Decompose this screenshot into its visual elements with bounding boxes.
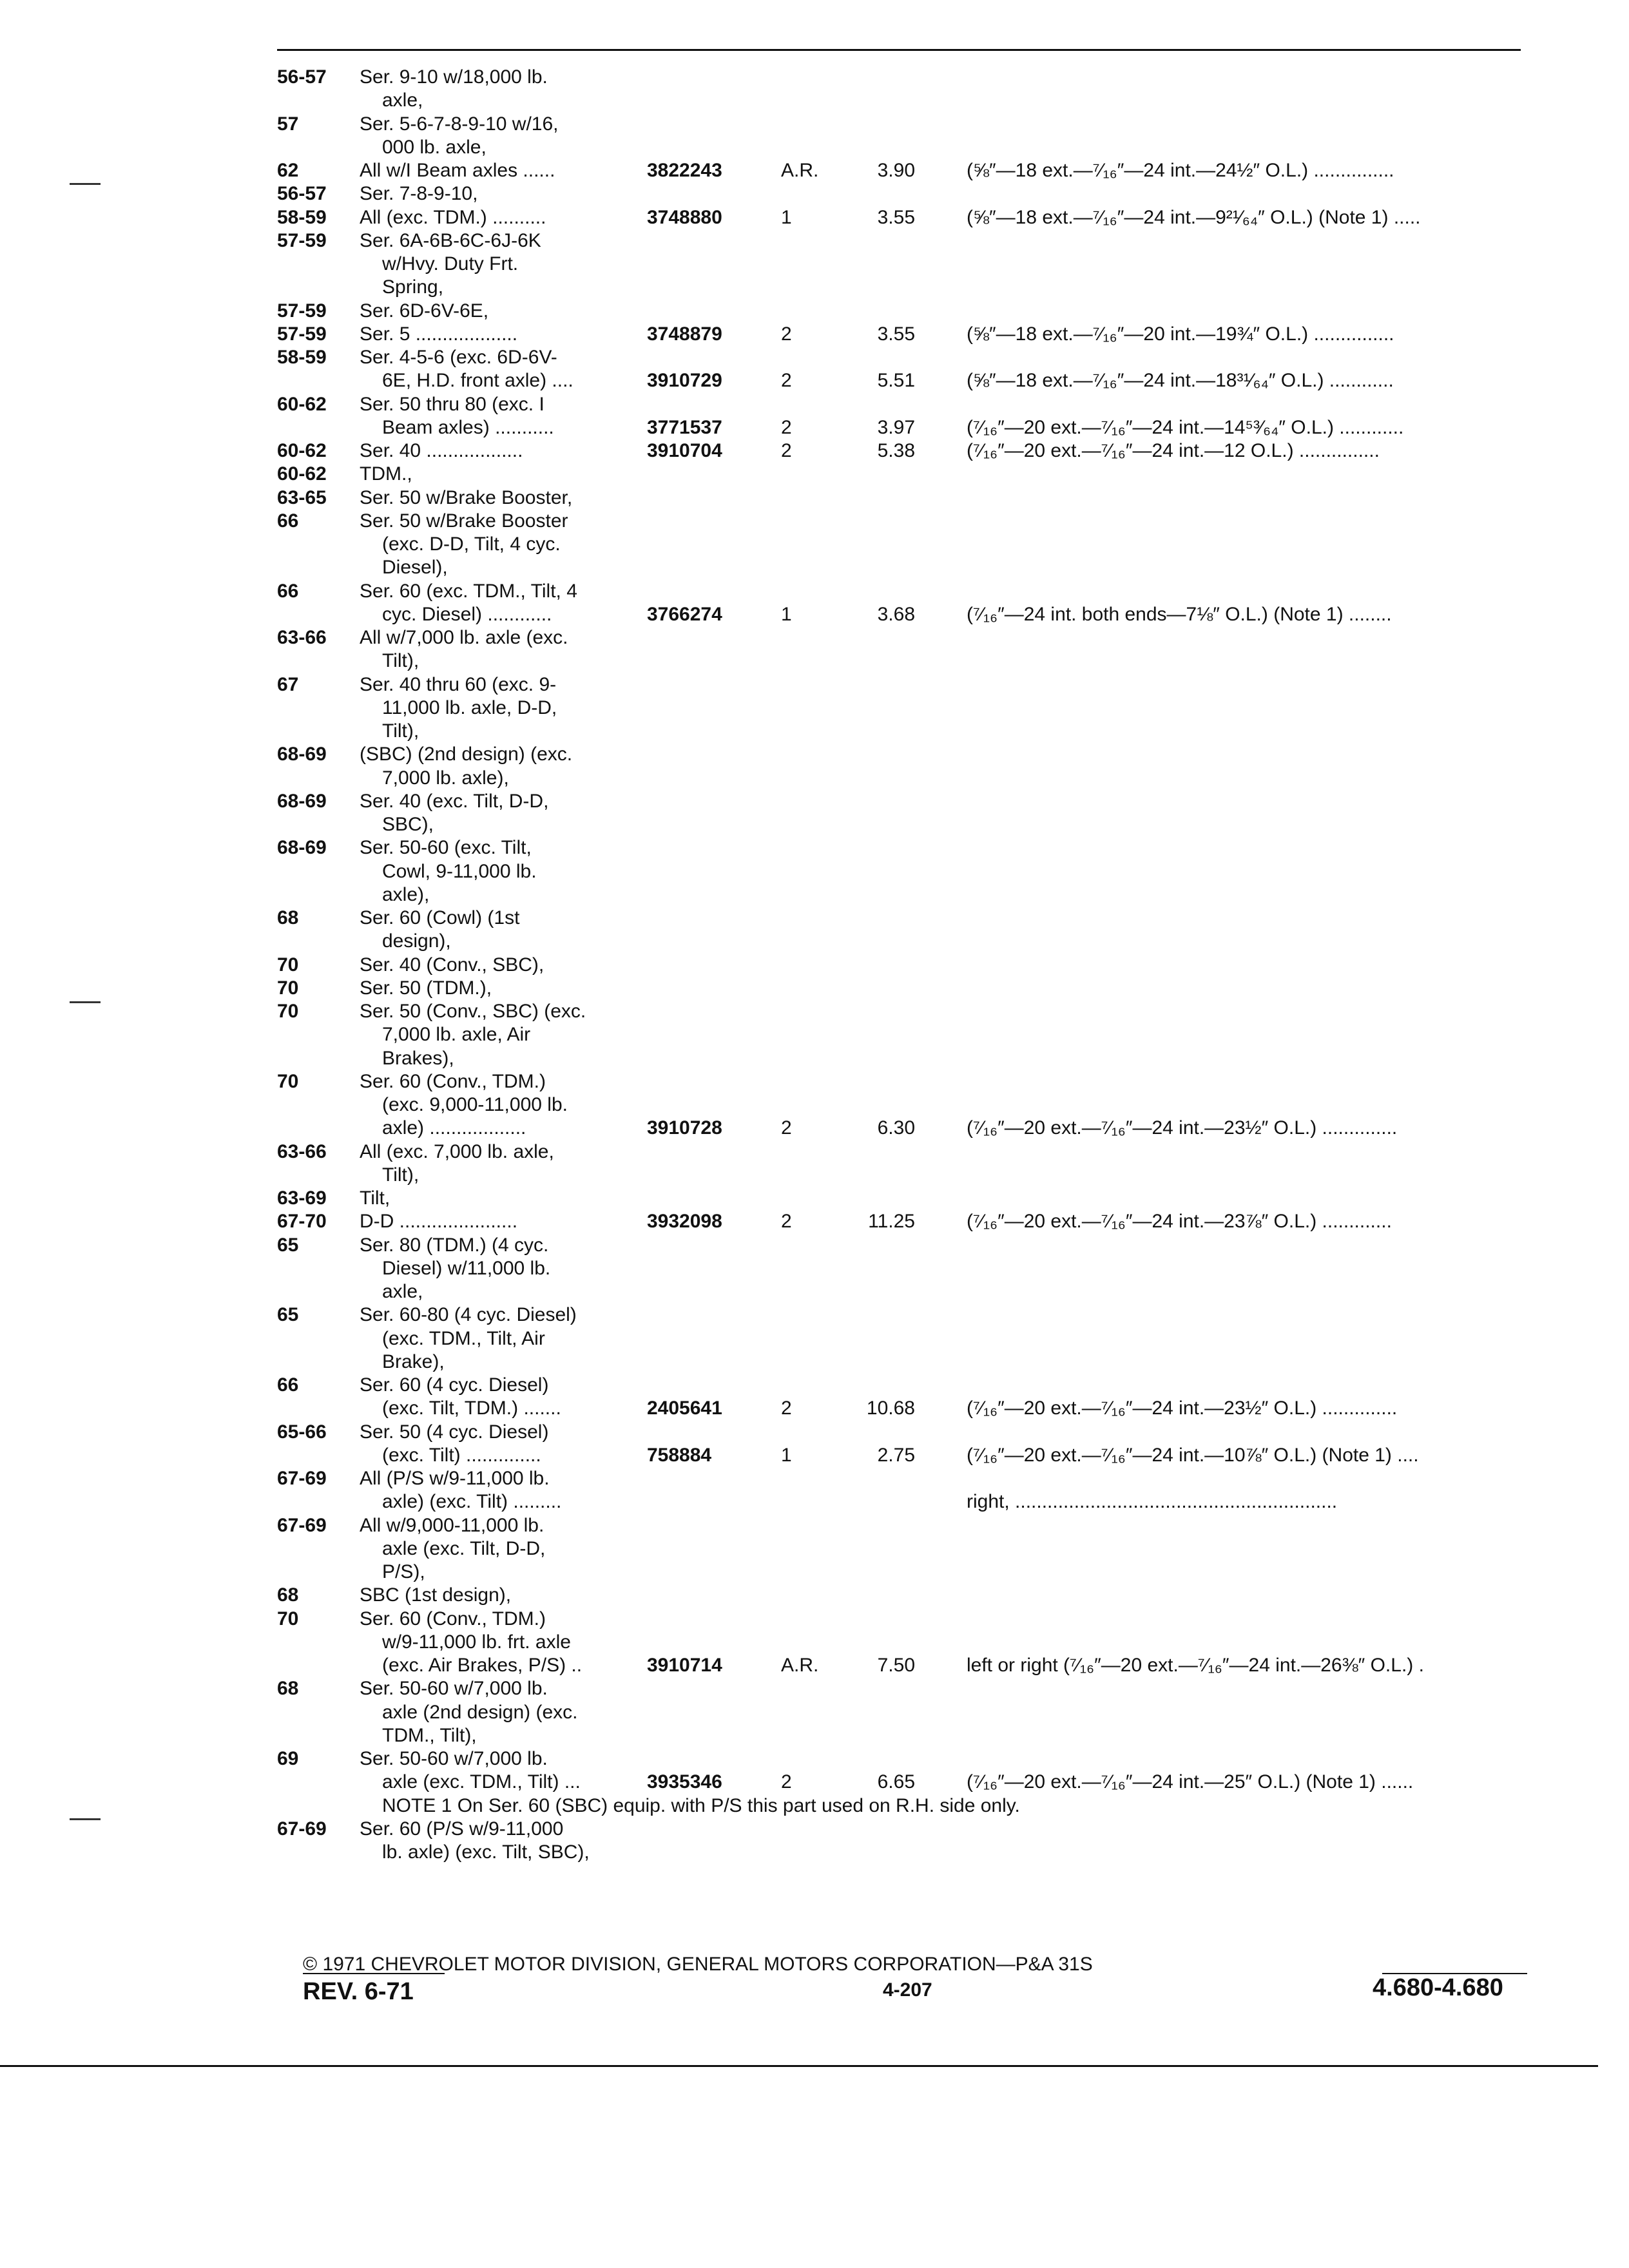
list-item (277, 954, 1540, 977)
list-item (277, 1608, 1540, 1631)
description: 7,000 lb. axle, Air (382, 1024, 531, 1046)
list-item (277, 463, 1540, 486)
list-item (277, 1818, 1540, 1841)
year-range: 68 (277, 1584, 299, 1606)
list-item (277, 626, 1540, 649)
description: Ser. 40 .................. (360, 440, 523, 461)
description: Ser. 50-60 (exc. Tilt, (360, 837, 532, 859)
description: Tilt), (382, 650, 419, 672)
year-range: 70 (277, 977, 299, 999)
year-range: 56-57 (277, 183, 327, 205)
list-item (277, 649, 1540, 673)
description: Ser. 5 ................... (360, 323, 518, 345)
price: 5.38 (877, 440, 915, 461)
description: NOTE 1 On Ser. 60 (SBC) equip. with P/S this part used on R.H. side only. (382, 1794, 1020, 1816)
list-item (277, 1397, 1540, 1420)
description: Ser. 4-5-6 (exc. 6D-6V- (360, 347, 557, 368)
year-range: 70 (277, 1070, 299, 1092)
price: 3.68 (877, 603, 915, 625)
list-item (277, 1841, 1540, 1864)
year-range: 66 (277, 580, 299, 602)
year-range: 57 (277, 113, 299, 135)
year-range: 56-57 (277, 66, 327, 88)
specification: (⅝″—18 ext.—⁷⁄₁₆″—20 int.—19¾″ O.L.) ............... (967, 323, 1394, 345)
description: All (exc. 7,000 lb. axle, (360, 1140, 554, 1162)
year-range: 62 (277, 160, 299, 181)
list-item (277, 1303, 1540, 1327)
list-item (277, 1210, 1540, 1233)
top-rule (277, 49, 1521, 51)
part-number: 758884 (647, 1444, 712, 1466)
list-item (277, 1093, 1540, 1117)
list-item (277, 1794, 1540, 1818)
specification: (⁷⁄₁₆″—20 ext.—⁷⁄₁₆″—24 int.—23½″ O.L.) .............. (967, 1117, 1398, 1139)
description: (exc. D-D, Tilt, 4 cyc. (382, 533, 561, 555)
description: Brakes), (382, 1047, 454, 1069)
list-item (277, 159, 1540, 182)
list-item (277, 182, 1540, 206)
list-item (277, 556, 1540, 579)
quantity: 2 (781, 1211, 792, 1233)
description: All w/I Beam axles ...... (360, 160, 555, 181)
list-item (277, 1490, 1540, 1514)
description: Spring, (382, 276, 444, 298)
list-item (277, 1117, 1540, 1140)
list-item (277, 136, 1540, 159)
description: Ser. 40 (exc. Tilt, D-D, (360, 790, 549, 812)
part-number: 3932098 (647, 1211, 722, 1233)
specification: (⁷⁄₁₆″—20 ext.—⁷⁄₁₆″—24 int.—14⁵³⁄₆₄″ O.L.) ............ (967, 416, 1404, 438)
list-item (277, 977, 1540, 1000)
price: 11.25 (868, 1211, 915, 1233)
list-item (277, 1187, 1540, 1210)
list-item (277, 836, 1540, 860)
part-number: 3766274 (647, 603, 722, 625)
description: Ser. 60 (exc. TDM., Tilt, 4 (360, 580, 577, 602)
year-range: 60-62 (277, 393, 327, 415)
specification: (⅝″—18 ext.—⁷⁄₁₆″—24 int.—9²¹⁄₆₄″ O.L.) (Note 1) ..... (967, 206, 1421, 228)
price: 6.65 (877, 1771, 915, 1793)
year-range: 63-65 (277, 486, 327, 508)
description: cyc. Diesel) ............ (382, 603, 552, 625)
list-item (277, 1467, 1540, 1490)
specification: (⅝″—18 ext.—⁷⁄₁₆″—24 int.—24½″ O.L.) ............... (967, 160, 1394, 181)
year-range: 65 (277, 1234, 299, 1256)
year-range: 57-59 (277, 300, 327, 322)
list-item (277, 393, 1540, 416)
specification: (⁷⁄₁₆″—20 ext.—⁷⁄₁₆″—24 int.—25″ O.L.) (Note 1) ...... (967, 1771, 1414, 1793)
margin-mark (70, 1818, 101, 1820)
year-range: 58-59 (277, 347, 327, 368)
list-item (277, 1444, 1540, 1467)
quantity: 2 (781, 440, 792, 461)
description: axle (exc. Tilt, D-D, (382, 1537, 546, 1559)
list-item (277, 369, 1540, 392)
list-item (277, 276, 1540, 299)
list-item (277, 1747, 1540, 1771)
description: All w/9,000-11,000 lb. (360, 1514, 545, 1536)
price: 3.90 (877, 160, 915, 181)
part-number: 3748880 (647, 206, 722, 228)
list-item (277, 1000, 1540, 1023)
list-item (277, 603, 1540, 626)
margin-mark (70, 183, 101, 185)
list-item (277, 790, 1540, 813)
list-item (277, 1421, 1540, 1444)
list-item (277, 1654, 1540, 1677)
list-item (277, 673, 1540, 697)
bottom-rule (0, 2065, 1598, 2067)
part-number: 2405641 (647, 1398, 722, 1419)
list-item (277, 1164, 1540, 1187)
description: Ser. 50 w/Brake Booster, (360, 486, 573, 508)
year-range: 63-66 (277, 627, 327, 648)
description: Ser. 50-60 w/7,000 lb. (360, 1678, 548, 1700)
price: 2.75 (877, 1444, 915, 1466)
description: TDM., (360, 463, 412, 485)
description: Tilt), (382, 720, 419, 742)
list-item (277, 1327, 1540, 1350)
list-item (277, 1631, 1540, 1654)
list-item (277, 206, 1540, 229)
list-item (277, 907, 1540, 930)
list-item (277, 697, 1540, 720)
description: Ser. 6A-6B-6C-6J-6K (360, 229, 541, 251)
year-range: 57-59 (277, 323, 327, 345)
quantity: A.R. (781, 160, 819, 181)
list-item (277, 1140, 1540, 1164)
list-item (277, 323, 1540, 346)
price: 3.55 (877, 323, 915, 345)
list-item (277, 300, 1540, 323)
quantity: 2 (781, 323, 792, 345)
description: 000 lb. axle, (382, 136, 487, 158)
description: axle (exc. TDM., Tilt) ... (382, 1771, 581, 1793)
part-number: 3910728 (647, 1117, 722, 1139)
year-range: 67-69 (277, 1514, 327, 1536)
description: Ser. 40 (Conv., SBC), (360, 954, 545, 975)
description: w/Hvy. Duty Frt. (382, 253, 519, 274)
list-item (277, 1047, 1540, 1070)
description: Ser. 50 w/Brake Booster (360, 510, 568, 532)
year-range: 65 (277, 1304, 299, 1326)
list-item (277, 510, 1540, 533)
description: (exc. 9,000-11,000 lb. (382, 1094, 568, 1115)
part-number: 3822243 (647, 160, 722, 181)
description: Diesel), (382, 557, 448, 579)
part-number: 3771537 (647, 416, 722, 438)
list-item (277, 229, 1540, 253)
description: All (exc. TDM.) .......... (360, 206, 546, 228)
list-item (277, 113, 1540, 136)
year-range: 68 (277, 907, 299, 928)
list-item (277, 1584, 1540, 1607)
list-item (277, 1257, 1540, 1280)
list-item (277, 1724, 1540, 1747)
list-item (277, 1280, 1540, 1303)
description: Cowl, 9-11,000 lb. (382, 860, 537, 882)
description: (SBC) (2nd design) (exc. (360, 744, 573, 765)
year-range: 57-59 (277, 229, 327, 251)
list-item (277, 253, 1540, 276)
list-item (277, 1234, 1540, 1257)
description: TDM., Tilt), (382, 1724, 477, 1746)
year-range: 66 (277, 1374, 299, 1396)
description: Ser. 6D-6V-6E, (360, 300, 489, 322)
revision-label: REV. 6-71 (303, 1978, 414, 2005)
list-item (277, 860, 1540, 883)
year-range: 70 (277, 954, 299, 975)
list-item (277, 533, 1540, 556)
description: P/S), (382, 1561, 425, 1582)
list-item (277, 1350, 1540, 1374)
section-number: 4.680-4.680 (1373, 1974, 1503, 2001)
description: Ser. 60 (4 cyc. Diesel) (360, 1374, 549, 1396)
part-number: 3910704 (647, 440, 722, 461)
list-item (277, 1561, 1540, 1584)
list-item (277, 439, 1540, 463)
list-item (277, 1374, 1540, 1397)
description: design), (382, 930, 451, 952)
list-item (277, 1023, 1540, 1046)
description: Ser. 50-60 w/7,000 lb. (360, 1748, 548, 1769)
description: Ser. 50 (4 cyc. Diesel) (360, 1421, 549, 1443)
part-number: 3935346 (647, 1771, 722, 1793)
list-item (277, 416, 1540, 439)
year-range: 68-69 (277, 790, 327, 812)
description: Ser. 50 thru 80 (exc. I (360, 393, 545, 415)
description: Tilt), (382, 1164, 419, 1186)
quantity: 2 (781, 370, 792, 392)
description: Ser. 60 (Conv., TDM.) (360, 1608, 546, 1629)
description: 11,000 lb. axle, D-D, (382, 697, 557, 718)
year-range: 63-66 (277, 1140, 327, 1162)
year-range: 67 (277, 673, 299, 695)
description: 7,000 lb. axle), (382, 767, 509, 789)
year-range: 70 (277, 1608, 299, 1629)
description: Ser. 50 (TDM.), (360, 977, 492, 999)
year-range: 67-69 (277, 1468, 327, 1489)
description: Ser. 5-6-7-8-9-10 w/16, (360, 113, 559, 135)
list-item (277, 486, 1540, 510)
list-item (277, 1701, 1540, 1724)
year-range: 66 (277, 510, 299, 532)
list-item (277, 883, 1540, 907)
description: SBC), (382, 814, 434, 835)
description: Ser. 50 (Conv., SBC) (exc. (360, 1001, 586, 1022)
year-range: 68-69 (277, 744, 327, 765)
page-number: 4-207 (883, 1979, 932, 2001)
year-range: 65-66 (277, 1421, 327, 1443)
price: 3.55 (877, 206, 915, 228)
description: axle) .................. (382, 1117, 526, 1139)
price: 10.68 (866, 1398, 915, 1419)
price: 3.97 (877, 416, 915, 438)
year-range: 58-59 (277, 206, 327, 228)
list-item (277, 580, 1540, 603)
description: Ser. 80 (TDM.) (4 cyc. (360, 1234, 549, 1256)
list-item (277, 720, 1540, 743)
year-range: 60-62 (277, 440, 327, 461)
list-item (277, 346, 1540, 369)
list-item (277, 1514, 1540, 1537)
year-range: 70 (277, 1001, 299, 1022)
quantity: A.R. (781, 1655, 819, 1676)
description: axle (2nd design) (exc. (382, 1701, 578, 1723)
specification: right, ............................................................ (967, 1491, 1338, 1513)
specification: (⁷⁄₁₆″—20 ext.—⁷⁄₁₆″—24 int.—12 O.L.) ............... (967, 440, 1380, 461)
year-range: 69 (277, 1748, 299, 1769)
description: All w/7,000 lb. axle (exc. (360, 627, 568, 648)
specification: (⅝″—18 ext.—⁷⁄₁₆″—24 int.—18³¹⁄₆₄″ O.L.) ............ (967, 370, 1394, 392)
price: 6.30 (877, 1117, 915, 1139)
description: Ser. 7-8-9-10, (360, 183, 478, 205)
description: 6E, H.D. front axle) .... (382, 370, 574, 392)
list-item (277, 743, 1540, 766)
quantity: 2 (781, 1398, 792, 1419)
description: axle, (382, 1281, 423, 1302)
description: Ser. 60 (Cowl) (1st (360, 907, 520, 928)
list-item (277, 767, 1540, 790)
specification: (⁷⁄₁₆″—20 ext.—⁷⁄₁₆″—24 int.—23½″ O.L.) .............. (967, 1398, 1398, 1419)
quantity: 1 (781, 1444, 792, 1466)
list-item (277, 813, 1540, 836)
price: 7.50 (877, 1655, 915, 1676)
year-range: 60-62 (277, 463, 327, 485)
list-item (277, 89, 1540, 112)
list-item (277, 1070, 1540, 1093)
description: Ser. 40 thru 60 (exc. 9- (360, 673, 557, 695)
year-range: 63-69 (277, 1187, 327, 1209)
specification: (⁷⁄₁₆″—20 ext.—⁷⁄₁₆″—24 int.—23⅞″ O.L.) ............. (967, 1211, 1392, 1233)
year-range: 67-70 (277, 1211, 327, 1233)
year-range: 67-69 (277, 1818, 327, 1840)
description: w/9-11,000 lb. frt. axle (382, 1631, 571, 1653)
year-range: 68-69 (277, 837, 327, 859)
description: Diesel) w/11,000 lb. (382, 1257, 551, 1279)
description: axle, (382, 90, 423, 111)
quantity: 1 (781, 603, 792, 625)
description: Ser. 9-10 w/18,000 lb. (360, 66, 548, 88)
price: 5.51 (877, 370, 915, 392)
description: (exc. Tilt, TDM.) ....... (382, 1398, 561, 1419)
list-item (277, 1771, 1540, 1794)
specification: (⁷⁄₁₆″—24 int. both ends—7⅛″ O.L.) (Note 1) ........ (967, 603, 1392, 625)
description: (exc. Air Brakes, P/S) .. (382, 1655, 583, 1676)
list-item (277, 1677, 1540, 1700)
description: Beam axles) ........... (382, 416, 554, 438)
list-item (277, 1537, 1540, 1561)
part-number: 3910714 (647, 1655, 722, 1676)
description: Brake), (382, 1350, 445, 1372)
part-number: 3748879 (647, 323, 722, 345)
quantity: 2 (781, 416, 792, 438)
quantity: 2 (781, 1771, 792, 1793)
list-item (277, 66, 1540, 89)
description: (exc. Tilt) .............. (382, 1444, 541, 1466)
part-number: 3910729 (647, 370, 722, 392)
description: Ser. 60-80 (4 cyc. Diesel) (360, 1304, 577, 1326)
description: Tilt, (360, 1187, 390, 1209)
description: lb. axle) (exc. Tilt, SBC), (382, 1841, 590, 1863)
description: axle), (382, 883, 430, 905)
copyright-notice: © 1971 CHEVROLET MOTOR DIVISION, GENERAL MOTORS CORPORATION—P&A 31S (303, 1954, 1093, 1975)
quantity: 1 (781, 206, 792, 228)
margin-mark (70, 1001, 101, 1003)
description: Ser. 60 (P/S w/9-11,000 (360, 1818, 564, 1840)
list-item (277, 930, 1540, 953)
year-range: 68 (277, 1678, 299, 1700)
specification: left or right (⁷⁄₁₆″—20 ext.—⁷⁄₁₆″—24 int.—26⅜″ O.L.) . (967, 1655, 1424, 1676)
specification: (⁷⁄₁₆″—20 ext.—⁷⁄₁₆″—24 int.—10⅞″ O.L.) (Note 1) .... (967, 1444, 1419, 1466)
description: SBC (1st design), (360, 1584, 512, 1606)
description: axle) (exc. Tilt) ......... (382, 1491, 562, 1513)
description: Ser. 60 (Conv., TDM.) (360, 1070, 546, 1092)
description: (exc. TDM., Tilt, Air (382, 1327, 545, 1349)
quantity: 2 (781, 1117, 792, 1139)
description: All (P/S w/9-11,000 lb. (360, 1468, 550, 1489)
description: D-D ...................... (360, 1211, 518, 1233)
